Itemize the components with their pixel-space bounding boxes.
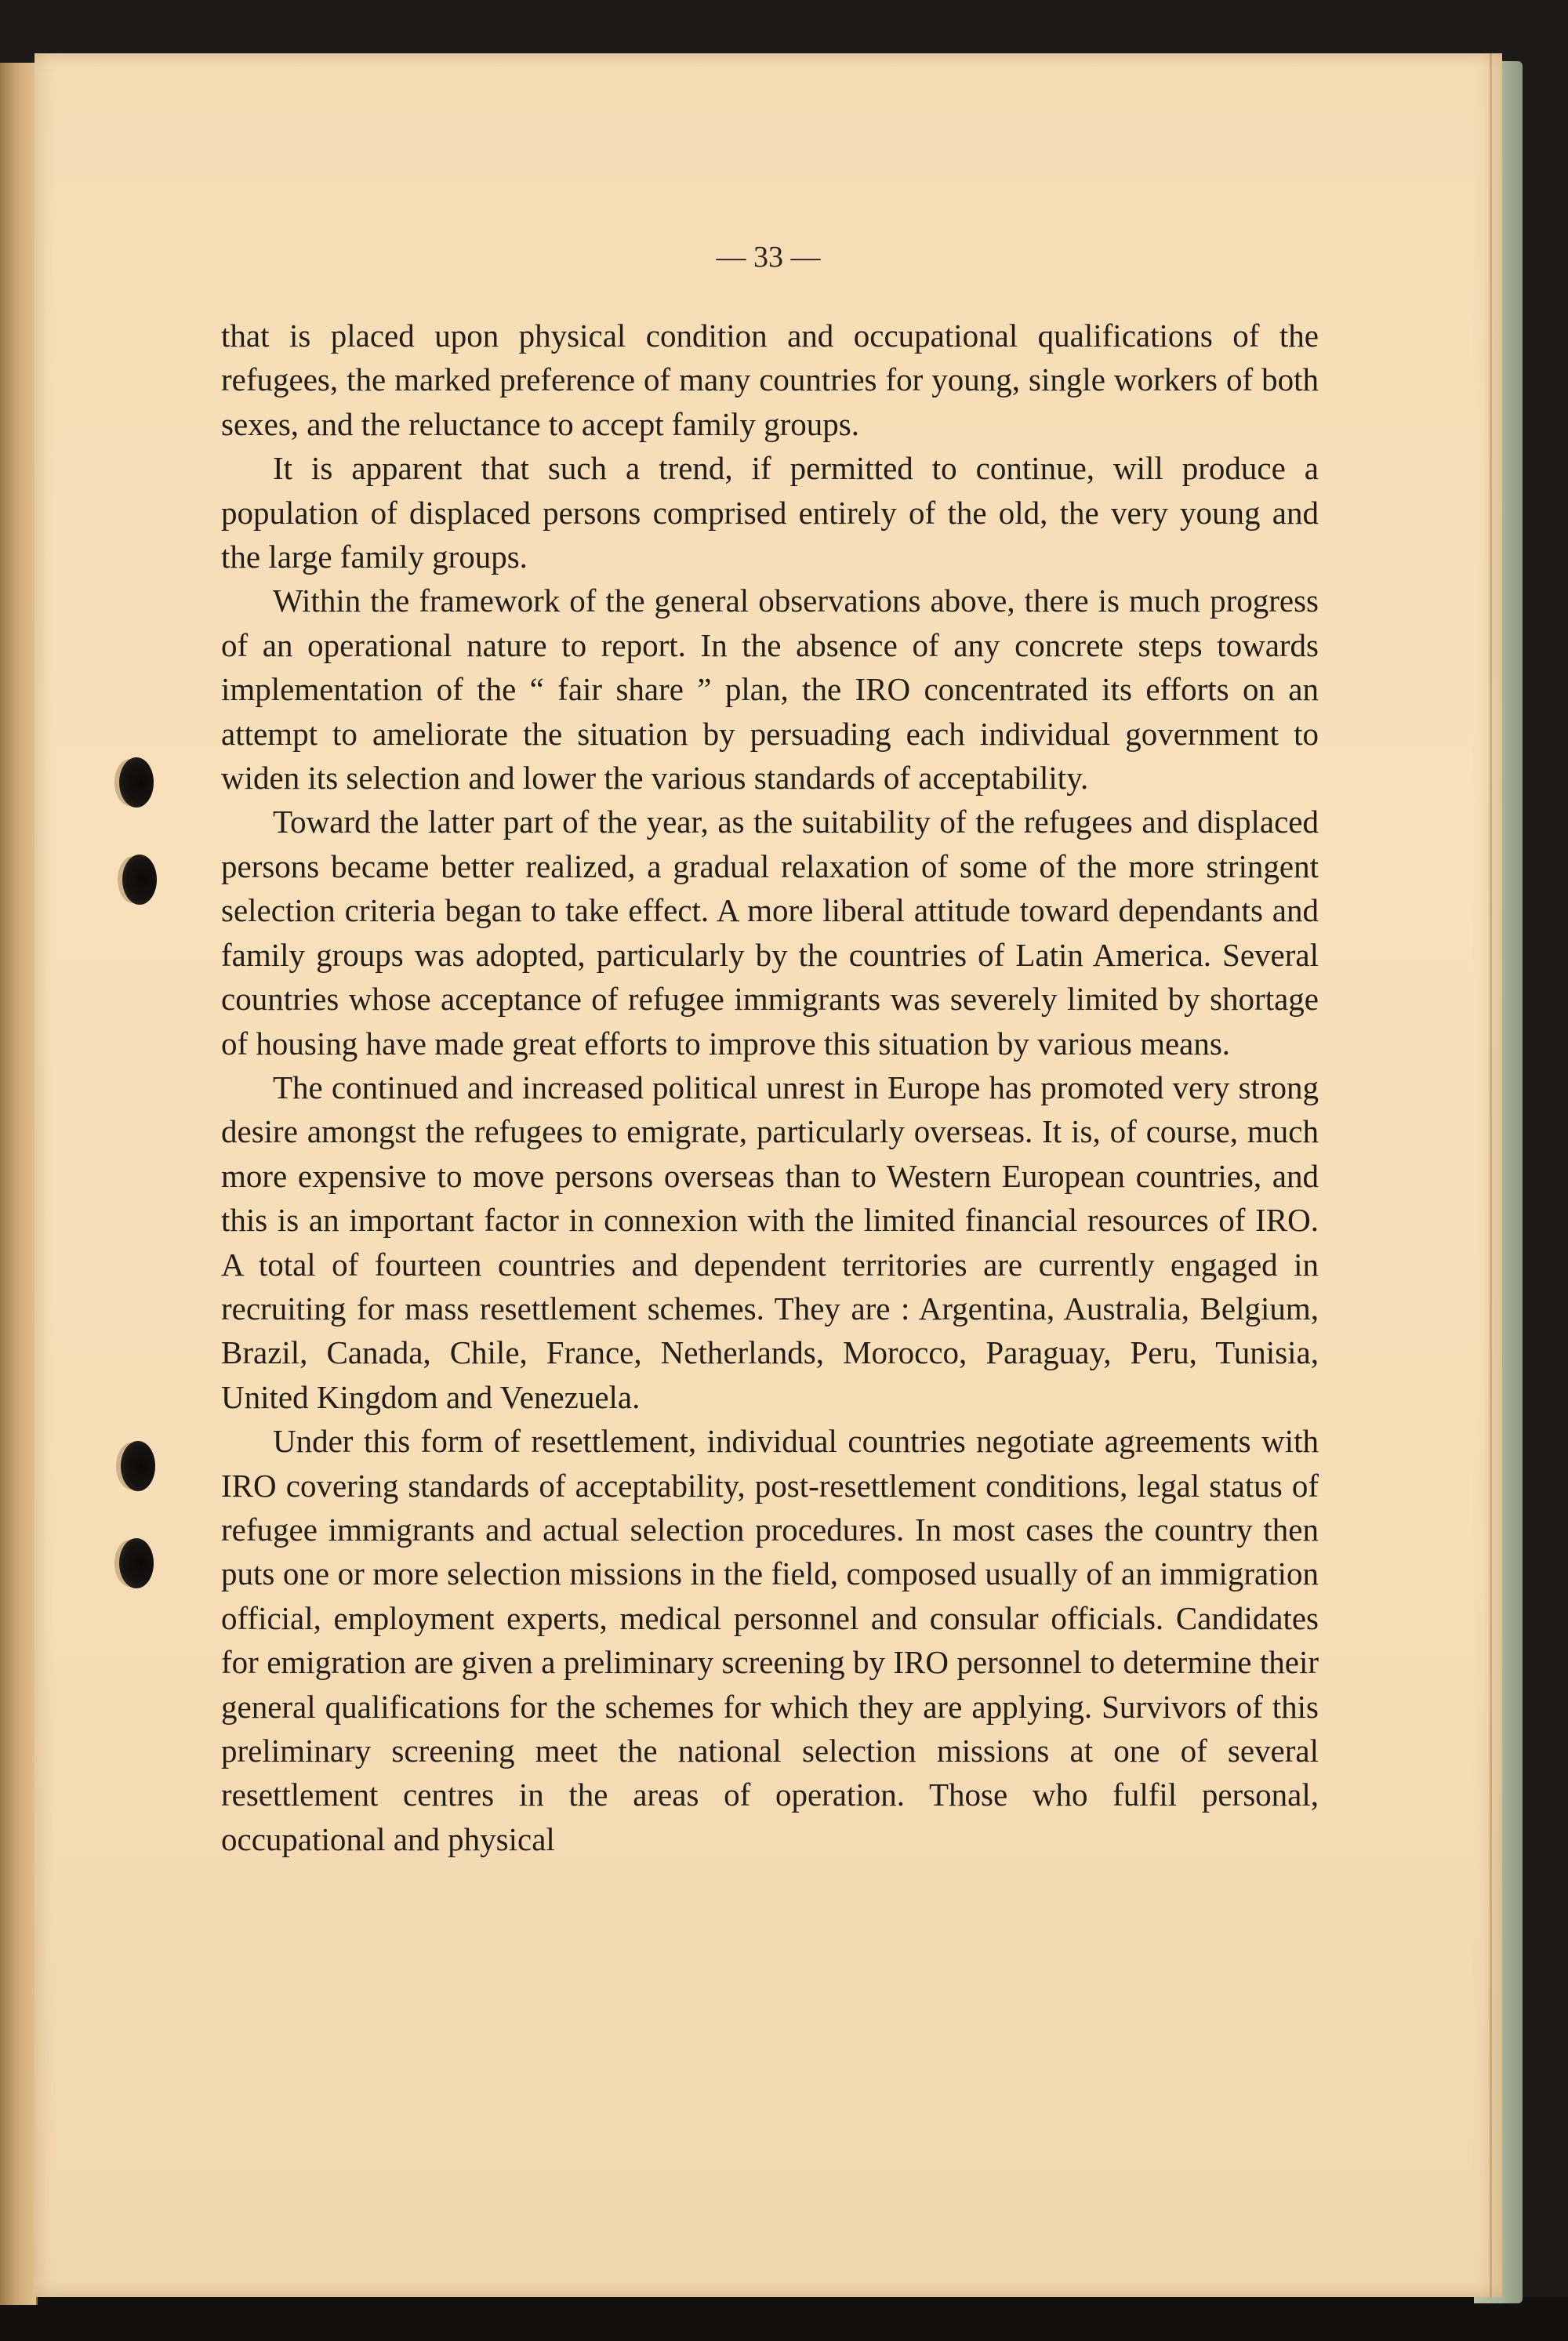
punch-hole-3 [121,1441,155,1491]
punch-hole-1 [119,757,154,808]
punch-hole-2 [122,855,157,905]
paragraph-5: The continued and increased political unrest in Europe has promoted very strong desire amongst the refugees to emigrate, particularly overseas. It is, of course, much more expensive to move persons overseas than to Western European countries, and this is an important factor in connexion with the limited financial resources of IRO. A total of fourteen countries and dependent territories are currently engaged in recruiting for mass resettlement schemes. They are : Argentina, Australia, Belgium, Brazil, Canada, Chile, France, Netherlands, Morocco, Paraguay, Peru, Tunisia, United Kingdom and Venezuela. [221,1069,1319,1415]
previous-page-edge [0,63,38,2305]
page-number: — 33 — [716,241,821,274]
paragraph-3: Within the framework of the general observations above, there is much progress of an operational nature to report. In the absence of any concrete steps towards implementation of the “ fair share ” plan, the IRO concentrated its efforts on an attempt to ameliorate the situation by persuading each individual government to widen its selection and lower the various standards of acceptability. [221,583,1319,797]
dark-background [0,2297,1568,2341]
paragraph-1: that is placed upon physical condition and occupational qualifications of the refugees, the marked preference of many countries for young, single workers of both sexes, and the reluctance to accept family groups. [221,318,1319,442]
paragraph-6: Under this form of resettlement, individual countries negotiate agreements with IRO covering standards of acceptability, post-resettlement conditions, legal status of refugee immigrants and actual selection procedures. In most cases the country then puts one or more selection missions in the field, composed usually of an immigration official, employment experts, medical personnel and consular officials. Candidates for emigration are given a preliminary screening by IRO personnel to determine their general qualifications for the schemes for which they are applying. Survivors of this preliminary screening meet the national selection missions at one of several resettlement centres in the areas of operation. Those who fulfil personal, occupational and physical [221,1423,1319,1857]
paragraph-4: Toward the latter part of the year, as the suitability of the refugees and displaced persons became better realized, a gradual relaxation of some of the more stringent selection criteria began to take effect. A more liberal attitude toward dependants and family groups was adopted, particularly by the countries of Latin America. Several countries whose acceptance of refugee immigrants was severely limited by shortage of housing have made great efforts to improve this situation by various means. [221,804,1319,1062]
paragraph-2: It is apparent that such a trend, if permitted to continue, will produce a population of displaced persons comprised entirely of the old, the very young and the large family groups. [221,450,1319,575]
punch-hole-4 [119,1538,154,1588]
document-page [34,53,1502,2297]
page-fold-line [1490,53,1492,2297]
body-text [221,314,1319,1861]
